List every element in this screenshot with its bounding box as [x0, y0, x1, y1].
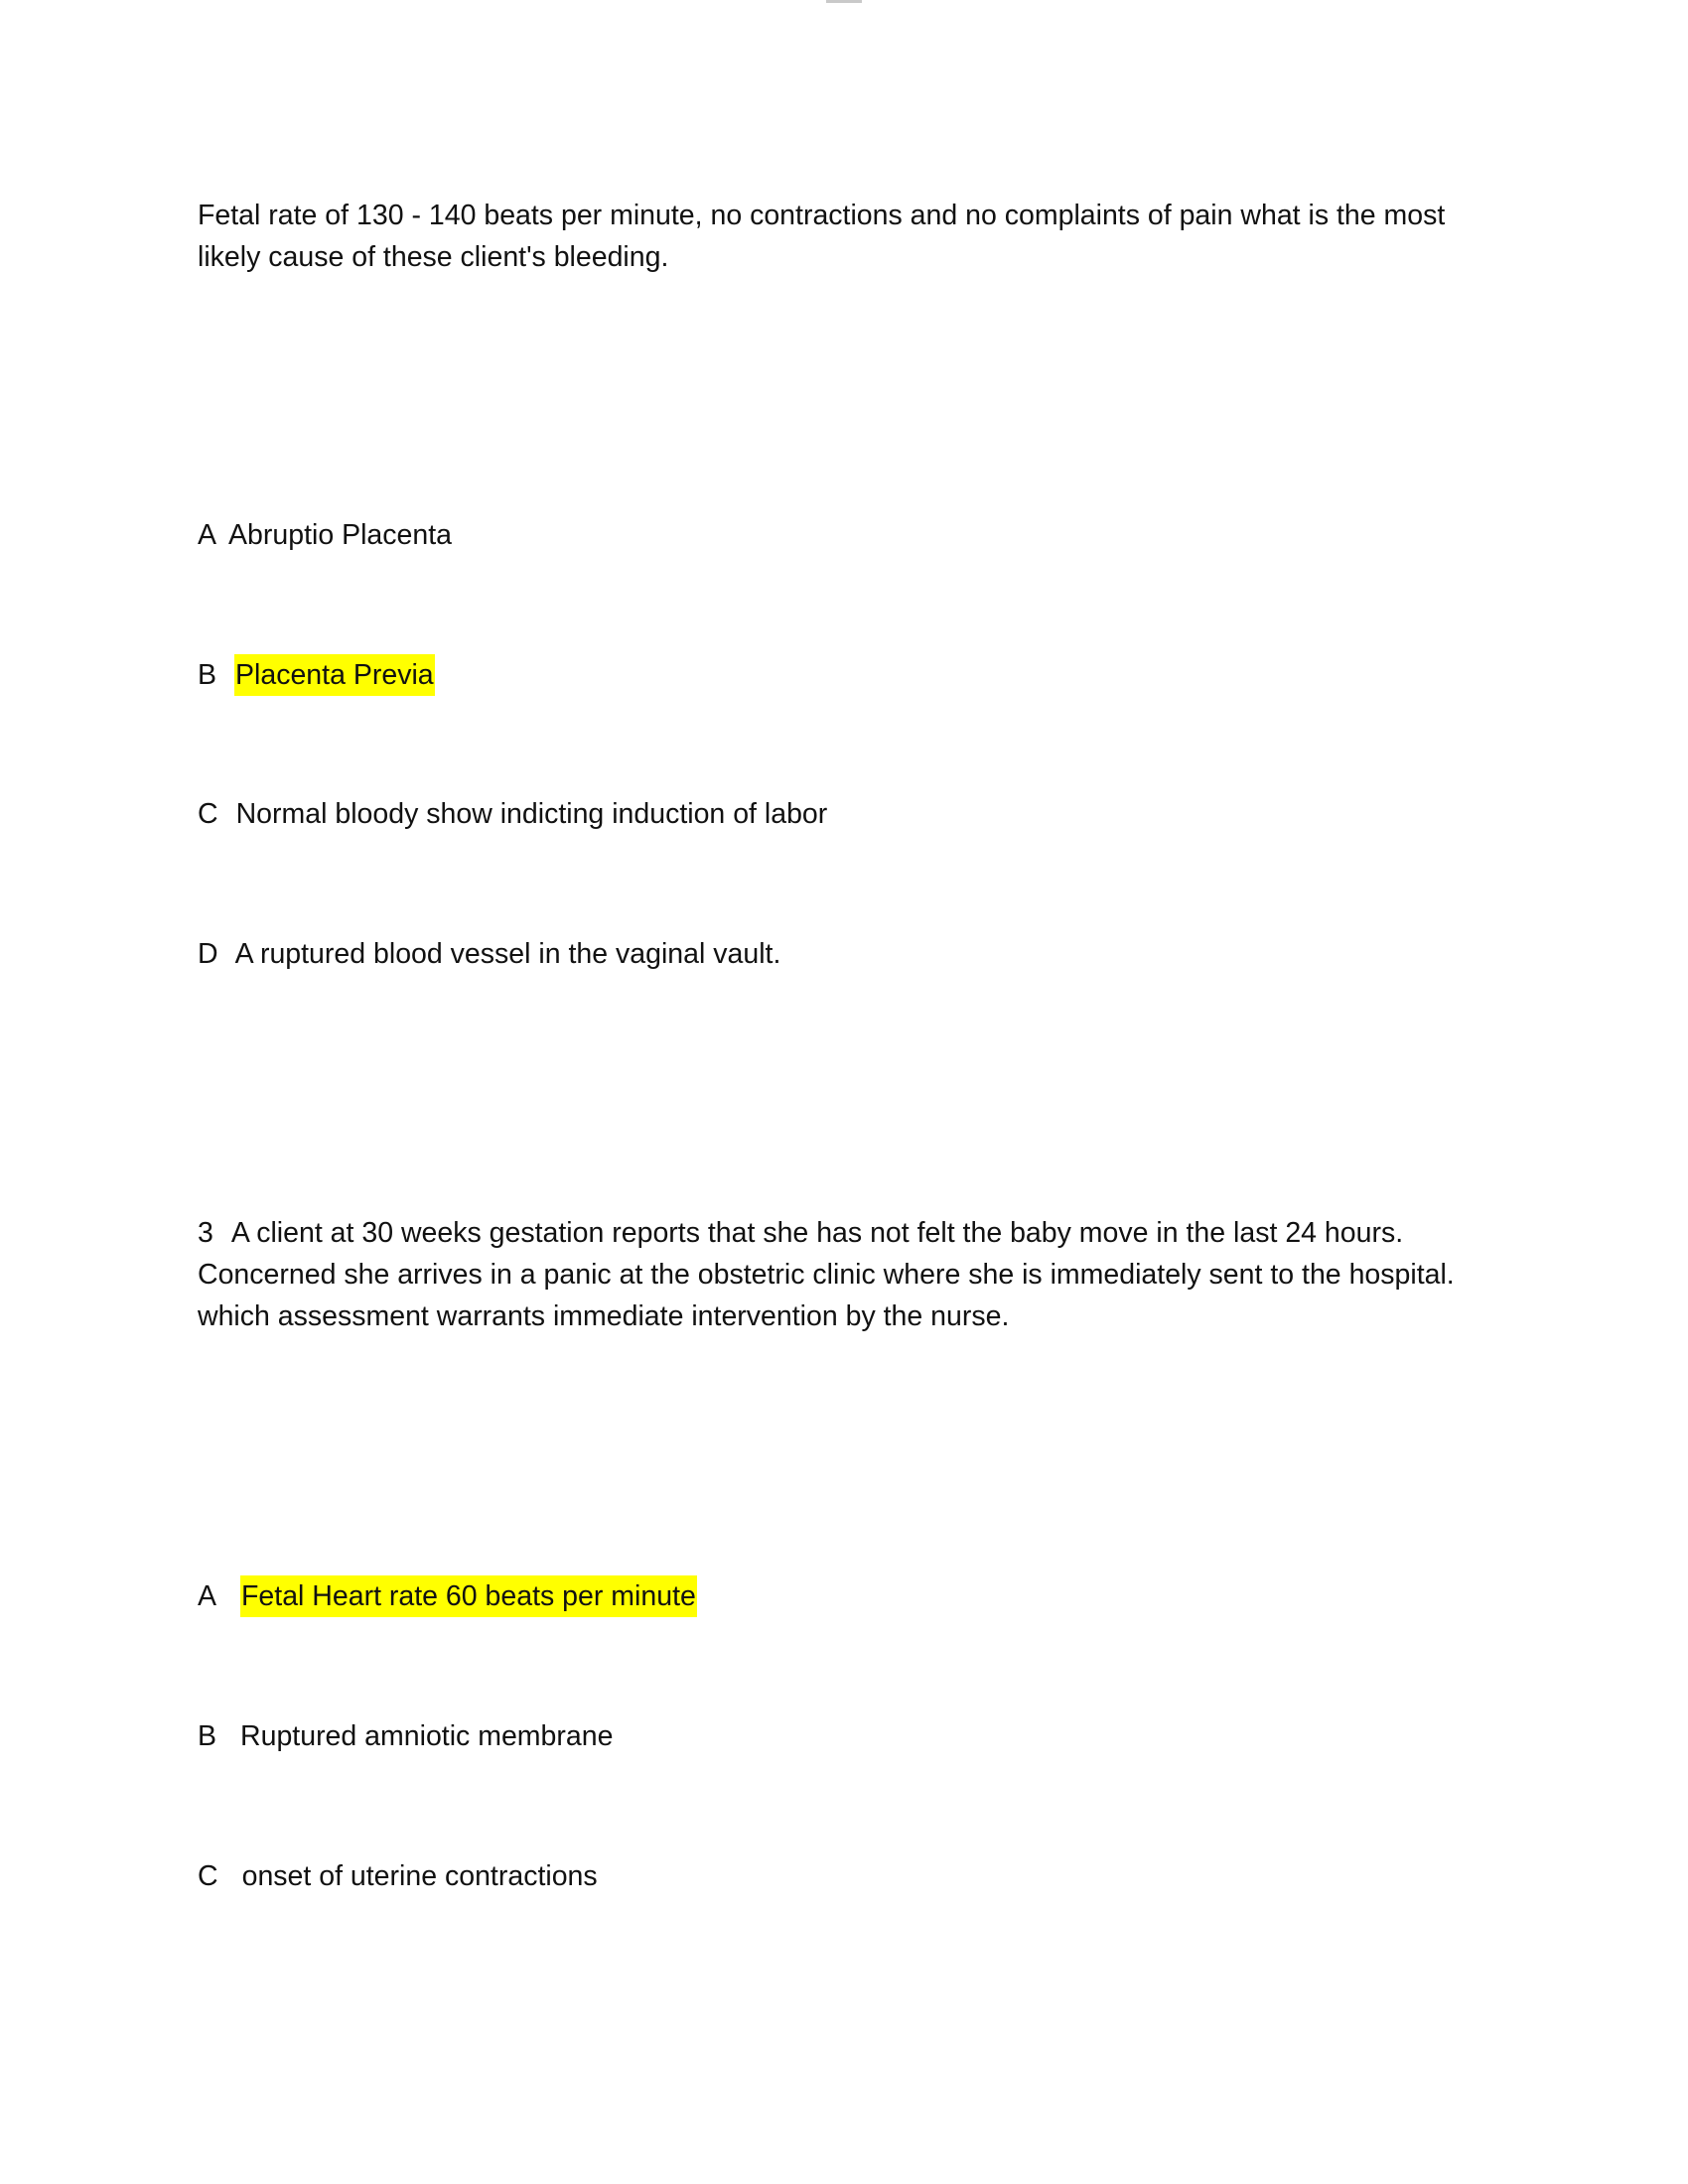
option-letter: C: [198, 798, 218, 830]
option-letter: B: [198, 659, 217, 691]
option-letter: B: [198, 1720, 217, 1752]
header-mark: [826, 0, 862, 3]
stem-line: likely cause of these client's bleeding.: [198, 241, 669, 273]
option-letter: A: [198, 1580, 217, 1612]
option-letter: A: [198, 519, 217, 551]
option-text: Normal bloody show indicting induction of labor: [235, 798, 828, 830]
option-letter: C: [198, 1860, 218, 1892]
option-text: A ruptured blood vessel in the vaginal vault.: [234, 938, 781, 970]
stem-line: Fetal rate of 130 - 140 beats per minute, no contractions and no complaints of pain what is the most: [198, 200, 1446, 231]
q2-option-a: [198, 514, 452, 556]
q3-option-c: [198, 1855, 598, 1897]
question-number: 3: [198, 1217, 213, 1249]
stem-line: which assessment warrants immediate intervention by the nurse.: [198, 1300, 1010, 1332]
question-2-stem: [198, 195, 1488, 278]
option-text: Ruptured amniotic membrane: [240, 1720, 614, 1752]
option-text: Abruptio Placenta: [228, 519, 452, 551]
option-text-highlighted: Placenta Previa: [234, 654, 435, 696]
q2-option-b: [198, 654, 435, 696]
stem-line: Concerned she arrives in a panic at the obstetric clinic where she is immediately sent to the hospital.: [198, 1259, 1455, 1291]
q3-option-b: [198, 1715, 613, 1757]
option-letter: D: [198, 938, 218, 970]
option-text: onset of uterine contractions: [241, 1860, 598, 1892]
stem-line-numbered: [198, 1212, 1488, 1254]
option-text-highlighted: Fetal Heart rate 60 beats per minute: [240, 1575, 697, 1617]
q2-option-c: [198, 793, 827, 835]
question-3-stem: [198, 1212, 1488, 1337]
q3-option-a: [198, 1575, 697, 1617]
stem-line-text: A client at 30 weeks gestation reports that she has not felt the baby move in the last 24 hours.: [230, 1217, 1404, 1249]
q2-option-d: [198, 933, 780, 975]
